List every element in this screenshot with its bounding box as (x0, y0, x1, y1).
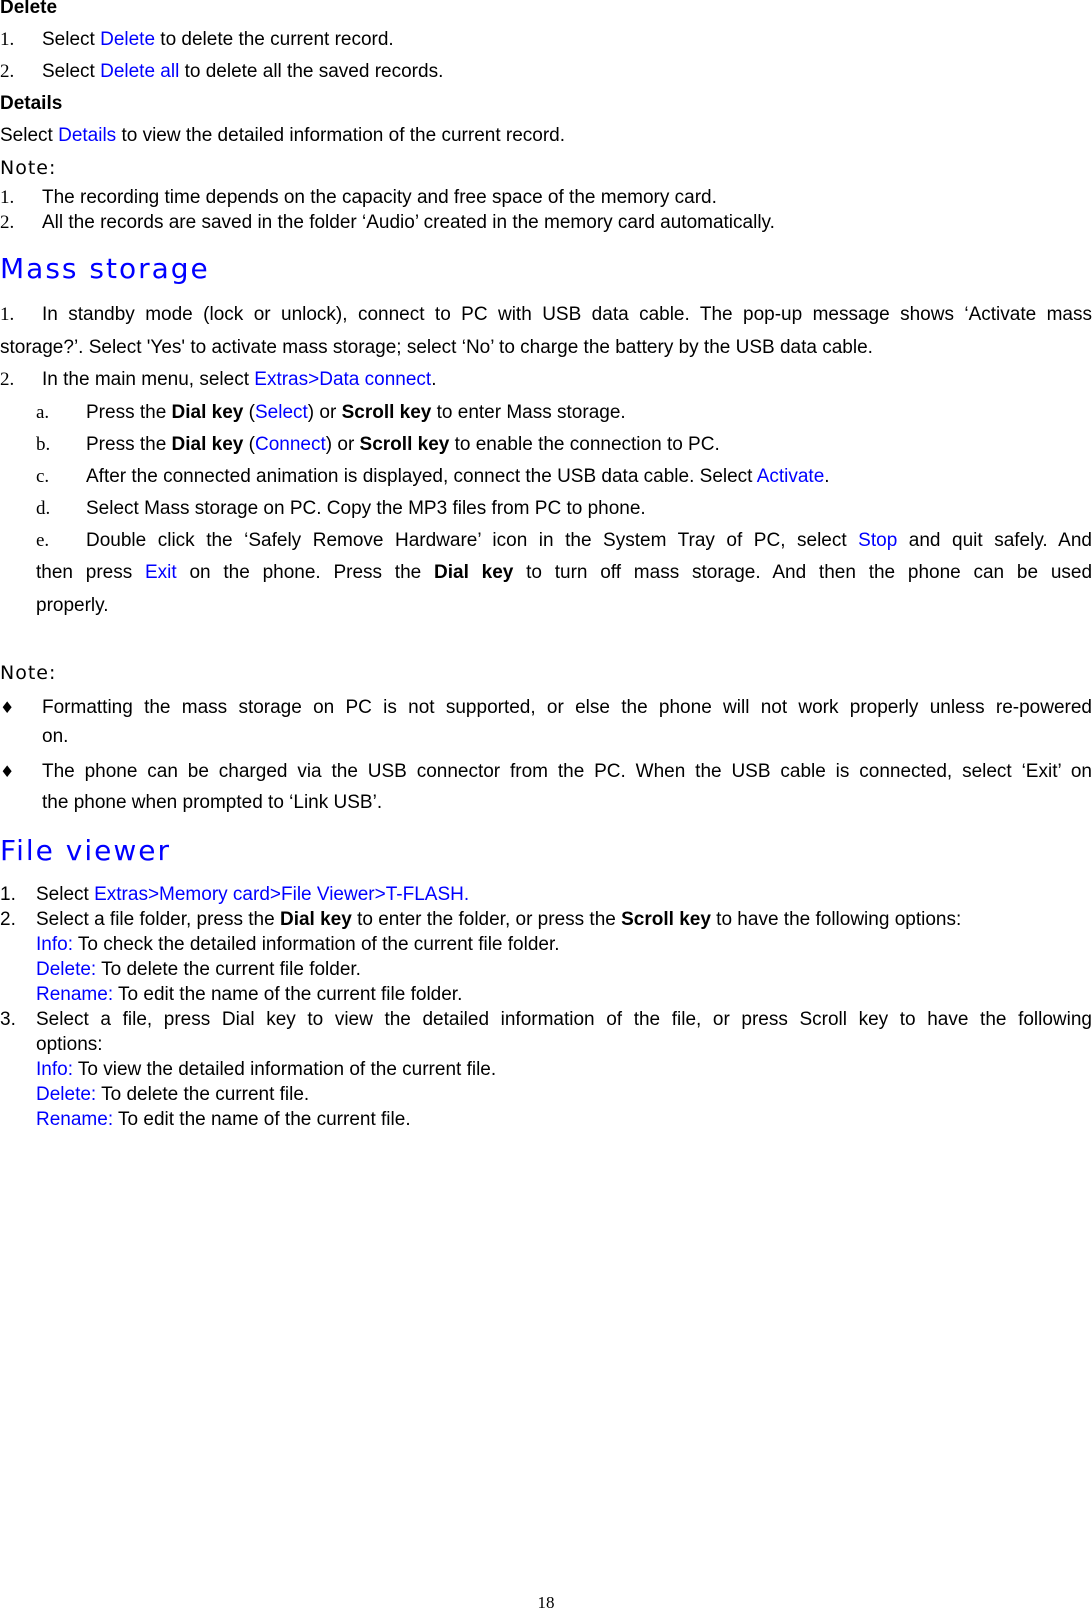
delete-all-option: Delete all (100, 61, 180, 82)
stop-option: Stop (858, 530, 898, 551)
diamond-bullet-icon: ♦ (0, 698, 15, 717)
page-number: 18 (537, 1593, 555, 1612)
connect-softkey: Connect (254, 434, 326, 455)
section-title-mass-storage: Mass storage (0, 252, 210, 285)
section-title-file-viewer: File viewer (0, 834, 171, 867)
details-option: Details (58, 125, 117, 146)
details-heading: Details (0, 93, 63, 114)
details-text: Select Details to view the detailed information of the current record. (0, 125, 566, 146)
exit-option: Exit (145, 562, 177, 583)
delete-option: Delete (100, 29, 156, 50)
extras-data-connect-path: Extras>Data connect (254, 369, 432, 390)
activate-softkey: Activate (756, 466, 825, 487)
file-viewer-path: Extras>Memory card>File Viewer>T-FLASH. (94, 884, 470, 905)
diamond-bullet-icon: ♦ (0, 762, 15, 781)
delete-heading: Delete (0, 0, 58, 18)
select-softkey: Select (254, 402, 308, 423)
note-label-2: Note: (0, 662, 57, 684)
mass-storage-item-1-line2: storage?’. Select 'Yes' to activate mass storage; select ‘No’ to charge the battery by the USB data cable. (0, 337, 873, 358)
note-label: Note: (0, 157, 57, 179)
